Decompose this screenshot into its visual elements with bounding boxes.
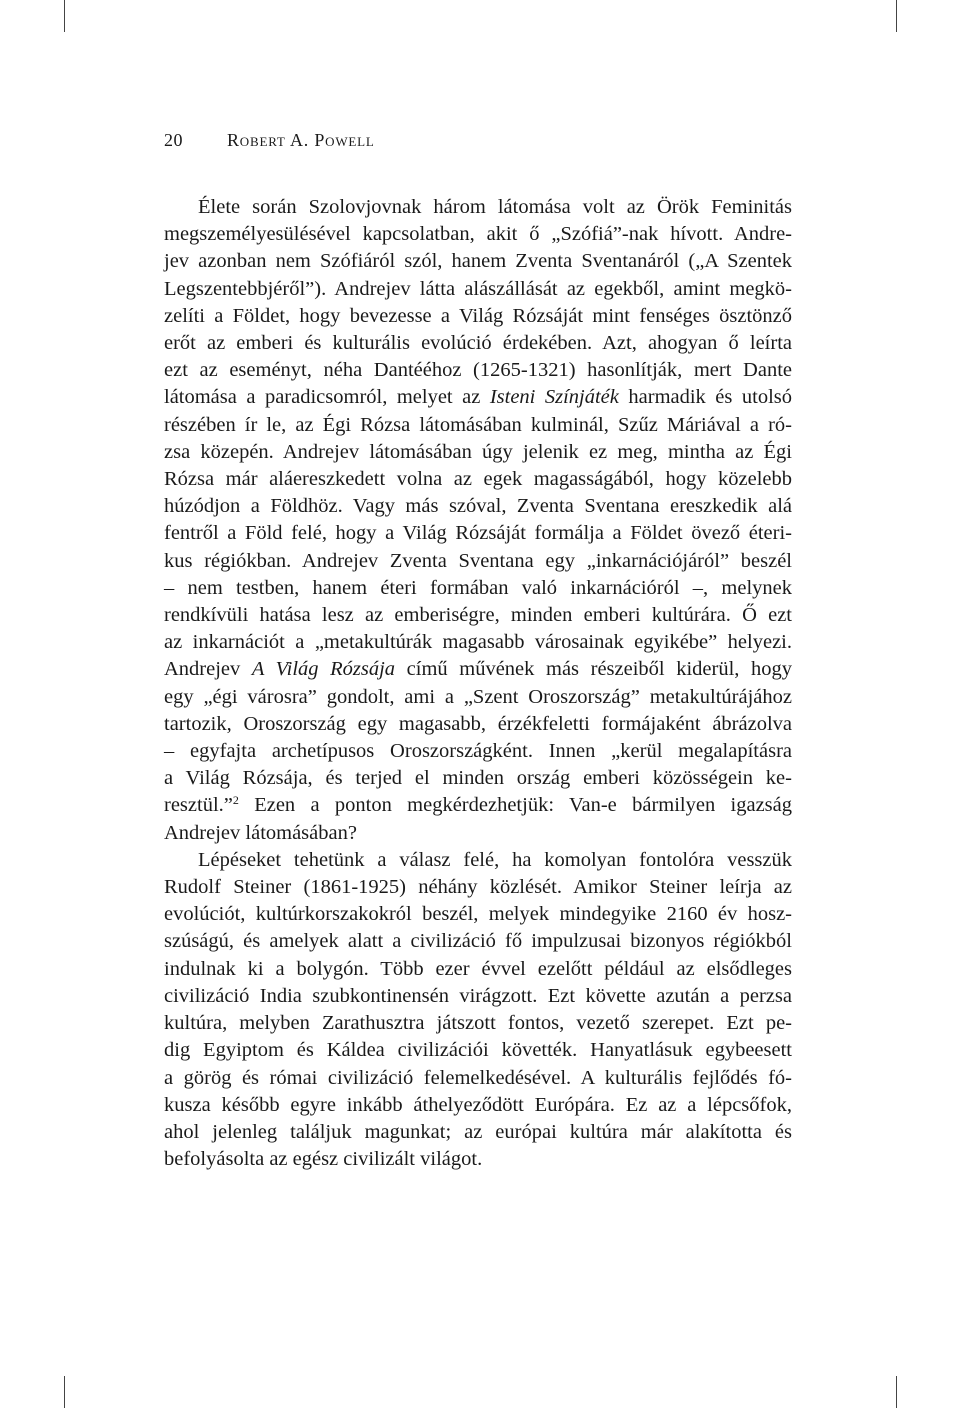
- text-line: szúságú, és amelyek alatt a civilizáció fő impulzusai bizonyos régiókból: [164, 930, 792, 953]
- italic-title: A Világ Rózsája: [251, 658, 396, 681]
- text-run: látomása a paradicsomról, melyet az: [164, 386, 490, 409]
- text-run: Ezen a ponton megkérdezhetjük: Van-e bármilyen igazság: [238, 794, 792, 817]
- text-run: Andrejev: [164, 658, 252, 681]
- text-line: kus régiókban. Andrejev Zventa Sventana egy „inkarnációjáról” beszél: [164, 549, 792, 572]
- page-number: 20: [164, 130, 183, 150]
- text-line: Andrejev látomásában?: [164, 821, 357, 844]
- text-run: harmadik és utolsó: [618, 386, 792, 409]
- running-head-author: Robert A. Powell: [227, 130, 375, 150]
- running-head: [164, 130, 375, 151]
- text-line: befolyásolta az egész civilizált világot.: [164, 1148, 483, 1171]
- text-line: a Világ Rózsája, és terjed el minden ország emberi közösségein ke-: [164, 767, 792, 790]
- text-line: erőt az emberi és kulturális evolúció érdekében. Azt, ahogyan ő leírta: [164, 332, 792, 355]
- paragraph: [164, 194, 792, 847]
- text-run: című művének más részeiből kiderül, hogy: [395, 658, 793, 681]
- text-line: Lépéseket tehetünk a válasz felé, ha komolyan fontolóra vesszük: [198, 848, 792, 871]
- crop-mark-top-right: [896, 0, 897, 32]
- text-line: megszemélyesülésével kapcsolatban, akit ő „Szófiá”-nak hívott. Andre-: [164, 223, 792, 246]
- crop-mark-bottom-left: [64, 1376, 65, 1408]
- text-line: az inkarnációt a „metakultúrák magasabb városainak egyikébe” helyezi.: [164, 631, 792, 654]
- text-line: – nem testben, hanem éteri formában való inkarnációról –, melynek: [164, 576, 792, 599]
- crop-mark-top-left: [64, 0, 65, 32]
- text-line: [164, 384, 792, 411]
- italic-title: Isteni Színjáték: [489, 386, 619, 409]
- text-line: [164, 656, 792, 683]
- text-line: [164, 792, 792, 819]
- text-line: evolúciót, kultúrkorszakokról beszél, melyek mindegyike 2160 év hosz-: [164, 903, 792, 926]
- text-line: zsa közepén. Andrejev látomásában úgy jelenik ez meg, mintha az Égi: [164, 440, 792, 463]
- text-line: dig Egyiptom és Káldea civilizációi követték. Hanyatlásuk egybeesett: [164, 1039, 792, 1062]
- text-line: kultúra, melyben Zarathusztra játszott fontos, vezető szerepet. Ezt pe-: [164, 1012, 792, 1035]
- text-line: fentről a Föld felé, hogy a Világ Rózsáját formálja a Földet övező éteri-: [164, 522, 792, 545]
- text-line: ahol jelenleg találjuk magunkat; az európai kultúra már alakította és: [164, 1120, 792, 1143]
- text-line: kusza később egyre inkább áthelyeződött Európára. Ez az a lépcsőfok,: [164, 1093, 792, 1116]
- text-line: jev azonban nem Szófiáról szól, hanem Zventa Sventanáról („A Szentek: [164, 250, 792, 273]
- text-run: resztül.”: [164, 794, 233, 817]
- text-line: Rudolf Steiner (1861-1925) néhány közlését. Amikor Steiner leírja az: [164, 876, 792, 899]
- text-line: civilizáció India szubkontinensén virágzott. Ezt követte azután a perzsa: [164, 984, 792, 1007]
- text-line: zelíti a Földet, hogy bevezesse a Világ Rózsáját mint fenséges ösztönző: [164, 304, 792, 327]
- text-line: – egyfajta archetípusos Oroszországként. Innen „kerül megalapításra: [164, 740, 792, 763]
- text-line: részében ír le, az Égi Rózsa látomásában kulminál, Szűz Máriával a ró-: [164, 413, 792, 436]
- text-line: tartozik, Oroszország egy magasabb, érzékfeletti formájaként ábrázolva: [164, 712, 792, 735]
- text-line: indulnak ki a bolygón. Több ezer évvel ezelőtt például az elsődleges: [164, 957, 792, 980]
- text-line: Rózsa már aláereszkedett volna az egek magasságából, hogy közelebb: [164, 468, 792, 491]
- crop-mark-bottom-right: [896, 1376, 897, 1408]
- text-line: a görög és római civilizáció felemelkedésével. A kulturális fejlődés fó-: [164, 1066, 792, 1089]
- text-line: Legszentebbjéről”). Andrejev látta alászállását az egekből, amint megkö-: [164, 277, 792, 300]
- text-line: ezt az eseményt, néha Dantééhoz (1265-1321) hasonlítják, mert Dante: [164, 359, 792, 382]
- text-line: egy „égi városra” gondolt, ami a „Szent Oroszország” metakultúrájához: [164, 685, 792, 708]
- text-line: Élete során Szolovjovnak három látomása volt az Örök Feminitás: [198, 196, 792, 218]
- body-text: [164, 194, 792, 1173]
- footnote-reference: 2: [232, 793, 239, 808]
- text-line: rendkívüli hatása lesz az emberiségre, minden emberi kultúrára. Ő ezt: [164, 604, 792, 627]
- text-line: húzódjon a Földhöz. Vagy más szóval, Zventa Sventana ereszkedik alá: [164, 495, 792, 518]
- paragraph: [164, 847, 792, 1173]
